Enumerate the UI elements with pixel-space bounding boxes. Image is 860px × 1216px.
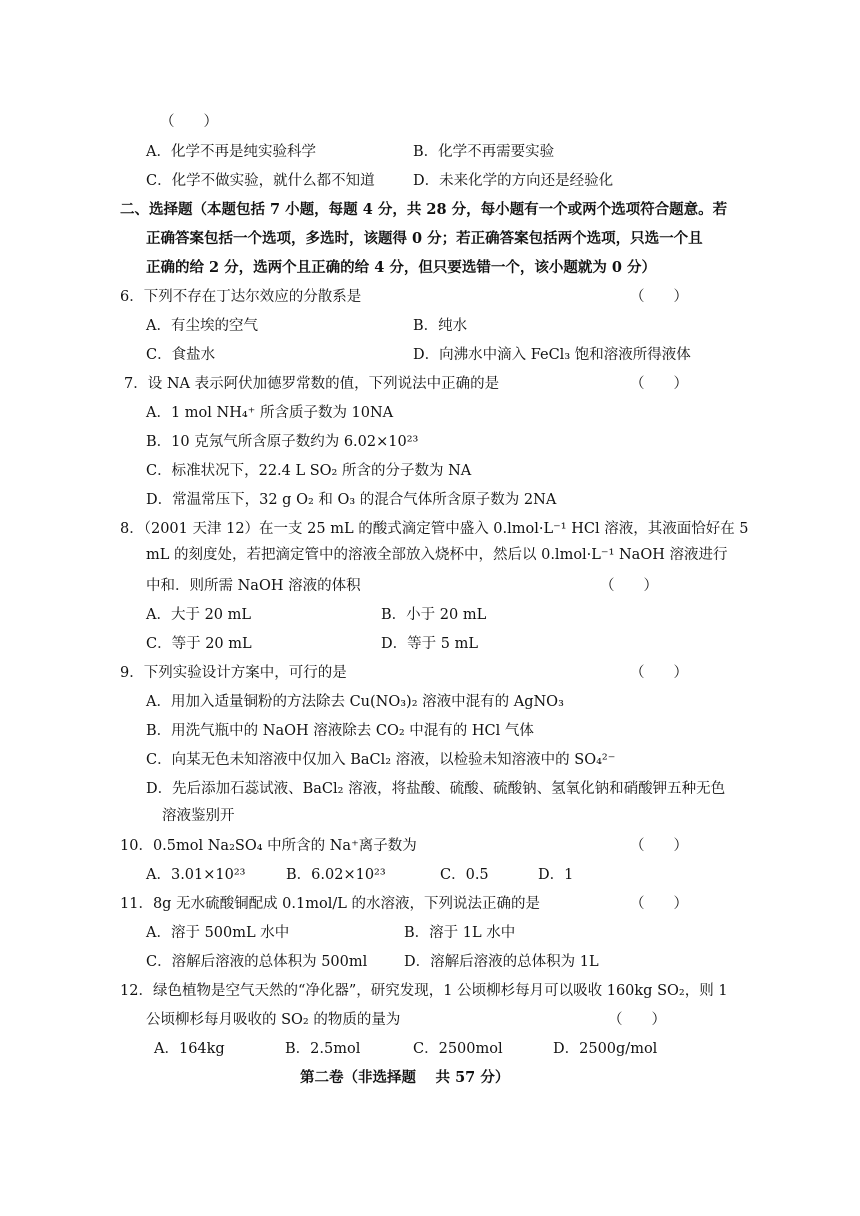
question-stem-cont: 中和．则所需 NaOH 溶液的体积 (146, 578, 361, 594)
option-a: A．化学不再是纯实验科学 (146, 144, 316, 160)
answer-paren: （ ） (630, 665, 688, 681)
option-d-cont: 溶液鉴别开 (162, 808, 235, 824)
section-heading-cont: 正确的给 2 分，选两个且正确的给 4 分，但只要选错一个，该小题就为 0 分） (146, 259, 657, 276)
question-stem: 8．（2001 天津 12）在一支 25 mL 的酸式滴定管中盛入 0.lmol·L⁻¹ HCl 溶液，其液面恰好在 5 (120, 521, 749, 537)
option-a: A．大于 20 mL (146, 607, 252, 623)
option-a: A．用加入适量铜粉的方法除去 Cu(NO₃)₂ 溶液中混有的 AgNO₃ (146, 694, 564, 710)
answer-paren: （ ） (630, 289, 688, 305)
question-stem: 7．设 NA 表示阿伏加德罗常数的值，下列说法中正确的是 (124, 376, 500, 392)
option-d: D．等于 5 mL (381, 636, 478, 652)
option-d: D．常温常压下，32 g O₂ 和 O₃ 的混合气体所含原子数为 2NA (146, 492, 557, 508)
section-heading-cont: 正确答案包括一个选项，多选时，该题得 0 分；若正确答案包括两个选项，只选一个且 (146, 230, 703, 247)
option-b: B．小于 20 mL (381, 607, 487, 623)
option-c: C．食盐水 (146, 347, 216, 363)
option-d: D．2500g/mol (553, 1041, 658, 1057)
option-a: A．164kg (154, 1041, 225, 1057)
option-c: C．0.5 (440, 867, 489, 883)
option-d: D．1 (538, 867, 574, 883)
option-d: D．未来化学的方向还是经验化 (413, 173, 614, 189)
answer-paren: （ ） (608, 1012, 666, 1028)
option-c: C．向某无色未知溶液中仅加入 BaCl₂ 溶液，以检验未知溶液中的 SO₄²⁻ (146, 752, 616, 768)
option-b: B．溶于 1L 水中 (404, 925, 516, 941)
question-stem: 6．下列不存在丁达尔效应的分散系是 (120, 289, 362, 305)
section-heading: 二、选择题（本题包括 7 小题，每题 4 分，共 28 分，每小题有一个或两个选项符合题意。若 (120, 201, 728, 218)
answer-paren: （ ） (630, 838, 688, 854)
option-b: B．用洗气瓶中的 NaOH 溶液除去 CO₂ 中混有的 HCl 气体 (146, 723, 534, 739)
option-c: C．2500mol (413, 1041, 503, 1057)
option-b: B．纯水 (413, 318, 468, 334)
option-b: B．化学不再需要实验 (413, 144, 555, 160)
part-title: 第二卷（非选择题 共 57 分） (300, 1069, 510, 1086)
answer-paren: （ ） (630, 376, 688, 392)
option-a: A．1 mol NH₄⁺ 所含质子数为 10NA (146, 405, 394, 421)
option-c: C．化学不做实验，就什么都不知道 (146, 173, 375, 189)
question-stem-cont: mL 的刻度处，若把滴定管中的溶液全部放入烧杯中，然后以 0.lmol·L⁻¹ NaOH 溶液进行 (146, 547, 728, 563)
answer-paren: （ ） (160, 114, 218, 130)
question-stem: 10．0.5mol Na₂SO₄ 中所含的 Na⁺离子数为 (120, 838, 417, 854)
question-stem: 11．8g 无水硫酸铜配成 0.1mol/L 的水溶液，下列说法正确的是 (120, 896, 540, 912)
option-b: B．2.5mol (285, 1041, 361, 1057)
option-d: D．先后添加石蕊试液、BaCl₂ 溶液，将盐酸、硫酸、硫酸钠、氢氧化钠和硝酸钾五种无色 (146, 781, 726, 797)
option-c: C．溶解后溶液的总体积为 500ml (146, 954, 368, 970)
answer-paren: （ ） (630, 896, 688, 912)
option-a: A．有尘埃的空气 (146, 318, 258, 334)
option-a: A．3.01×10²³ (146, 867, 246, 883)
option-d: D．向沸水中滴入 FeCl₃ 饱和溶液所得液体 (413, 347, 691, 363)
option-b: B．6.02×10²³ (286, 867, 386, 883)
question-stem: 12．绿色植物是空气天然的“净化器”，研究发现，1 公顷柳杉每月可以吸收 160kg SO₂，则 1 (120, 983, 728, 999)
option-d: D．溶解后溶液的总体积为 1L (404, 954, 599, 970)
option-a: A．溶于 500mL 水中 (146, 925, 290, 941)
option-b: B．10 克氖气所含原子数约为 6.02×10²³ (146, 434, 419, 450)
answer-paren: （ ） (600, 578, 658, 594)
question-stem: 9．下列实验设计方案中，可行的是 (120, 665, 347, 681)
option-c: C．标准状况下，22.4 L SO₂ 所含的分子数为 NA (146, 463, 472, 479)
option-c: C．等于 20 mL (146, 636, 252, 652)
question-stem-cont: 公顷柳杉每月吸收的 SO₂ 的物质的量为 (146, 1012, 401, 1028)
